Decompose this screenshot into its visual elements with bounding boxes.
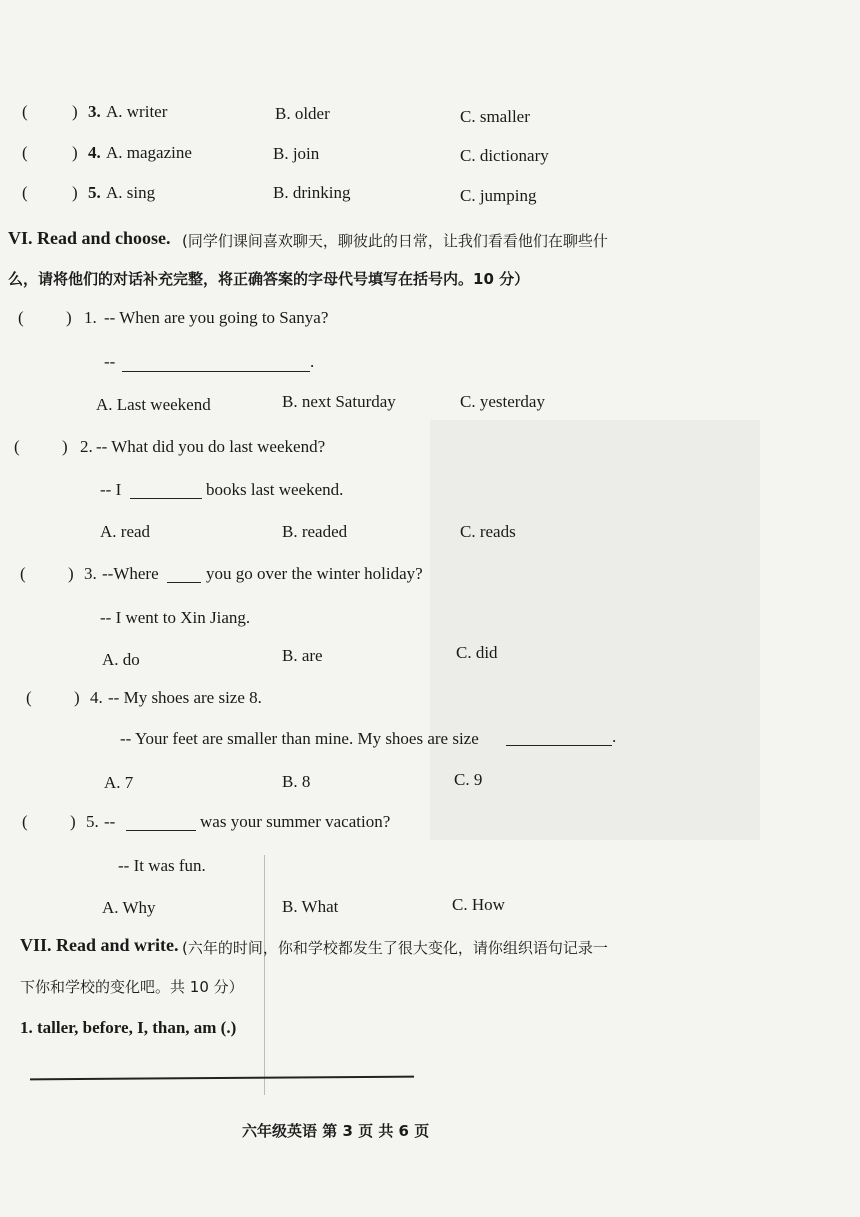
option-c: C. did <box>456 643 498 662</box>
answer-paren-open: ( <box>14 437 20 456</box>
option-b: B. What <box>282 897 339 916</box>
option-b: B. next Saturday <box>282 392 396 411</box>
answer-paren-close: ) <box>72 102 78 121</box>
answer-paren-open: ( <box>22 183 28 202</box>
question-number: 5. <box>86 812 99 831</box>
answer-paren-close: ) <box>74 688 80 707</box>
option-c: C. dictionary <box>460 146 549 165</box>
option-a: A. writer <box>106 102 168 121</box>
option-a: A. magazine <box>106 143 192 162</box>
question-suffix: was your summer vacation? <box>200 812 391 831</box>
option-c: C. reads <box>460 522 516 541</box>
section-6-instructions-line2: 么，请将他们的对话补充完整，将正确答案的字母代号填写在括号内。10 分） <box>8 270 530 288</box>
question-blank[interactable] <box>167 581 201 583</box>
answer-paren-close: ) <box>68 564 74 583</box>
answer-prefix: -- Your feet are smaller than mine. My shoes are size <box>120 729 479 748</box>
answer-paren-close: ) <box>72 143 78 162</box>
sec7-answer-line[interactable] <box>30 1076 414 1080</box>
answer-paren-close: ) <box>72 183 78 202</box>
question-number: 5. <box>88 183 101 202</box>
option-a: A. 7 <box>104 773 134 792</box>
option-c: C. jumping <box>460 186 537 205</box>
option-c: C. How <box>452 895 505 914</box>
scan-fold-line <box>264 855 265 1095</box>
question-number: 4. <box>90 688 103 707</box>
question-number: 3. <box>84 564 97 583</box>
question-number: 1. <box>84 308 97 327</box>
page-footer: 六年级英语 第 3 页 共 6 页 <box>242 1122 430 1140</box>
answer-suffix: books last weekend. <box>206 480 344 499</box>
question-suffix: you go over the winter holiday? <box>206 564 423 583</box>
option-a: A. Last weekend <box>96 395 211 414</box>
answer-blank[interactable] <box>506 744 612 746</box>
question-prefix: -- <box>104 812 116 831</box>
question-number: 3. <box>88 102 101 121</box>
question-blank[interactable] <box>126 829 196 831</box>
option-a: A. do <box>102 650 140 669</box>
section-7-instructions-line1: (六年的时间，你和学校都发生了很大变化，请你组织语句记录一 <box>182 939 608 957</box>
answer-text: -- It was fun. <box>118 856 206 875</box>
section-7-title: VII. Read and write. <box>20 935 179 955</box>
option-a: A. read <box>100 522 151 541</box>
question-text: -- My shoes are size 8. <box>108 688 262 707</box>
answer-text: -- I went to Xin Jiang. <box>100 608 251 627</box>
option-c: C. yesterday <box>460 392 545 411</box>
option-b: B. 8 <box>282 772 311 791</box>
answer-suffix: . <box>612 727 617 746</box>
answer-paren-close: ) <box>66 308 72 327</box>
answer-suffix: . <box>310 352 315 371</box>
question-text: -- When are you going to Sanya? <box>104 308 329 327</box>
question-number: 2. <box>80 437 93 456</box>
answer-paren-open: ( <box>20 564 26 583</box>
answer-blank[interactable] <box>122 370 310 372</box>
question-prefix: --Where <box>102 564 159 583</box>
sec7-question-1-prompt: 1. taller, before, I, than, am (.) <box>20 1018 237 1037</box>
option-b: B. older <box>275 104 330 123</box>
option-b: B. join <box>273 144 320 163</box>
option-b: B. drinking <box>273 183 351 202</box>
option-a: A. Why <box>102 898 156 917</box>
question-text: -- What did you do last weekend? <box>96 437 326 456</box>
answer-blank[interactable] <box>130 497 202 499</box>
option-a: A. sing <box>106 183 156 202</box>
answer-prefix: -- I <box>100 480 122 499</box>
answer-paren-close: ) <box>70 812 76 831</box>
section-6-title: VI. Read and choose. <box>8 228 171 248</box>
option-b: B. are <box>282 646 323 665</box>
section-7-instructions-line2: 下你和学校的变化吧。共 10 分） <box>20 978 244 996</box>
answer-prefix: -- <box>104 352 116 371</box>
option-c: C. 9 <box>454 770 483 789</box>
option-b: B. readed <box>282 522 348 541</box>
answer-paren-open: ( <box>22 143 28 162</box>
answer-paren-open: ( <box>22 812 28 831</box>
answer-paren-open: ( <box>22 102 28 121</box>
section-6-instructions-line1: (同学们课间喜欢聊天，聊彼此的日常，让我们看看他们在聊些什 <box>182 232 608 250</box>
answer-paren-close: ) <box>62 437 68 456</box>
question-number: 4. <box>88 143 101 162</box>
answer-paren-open: ( <box>26 688 32 707</box>
option-c: C. smaller <box>460 107 530 126</box>
answer-paren-open: ( <box>18 308 24 327</box>
